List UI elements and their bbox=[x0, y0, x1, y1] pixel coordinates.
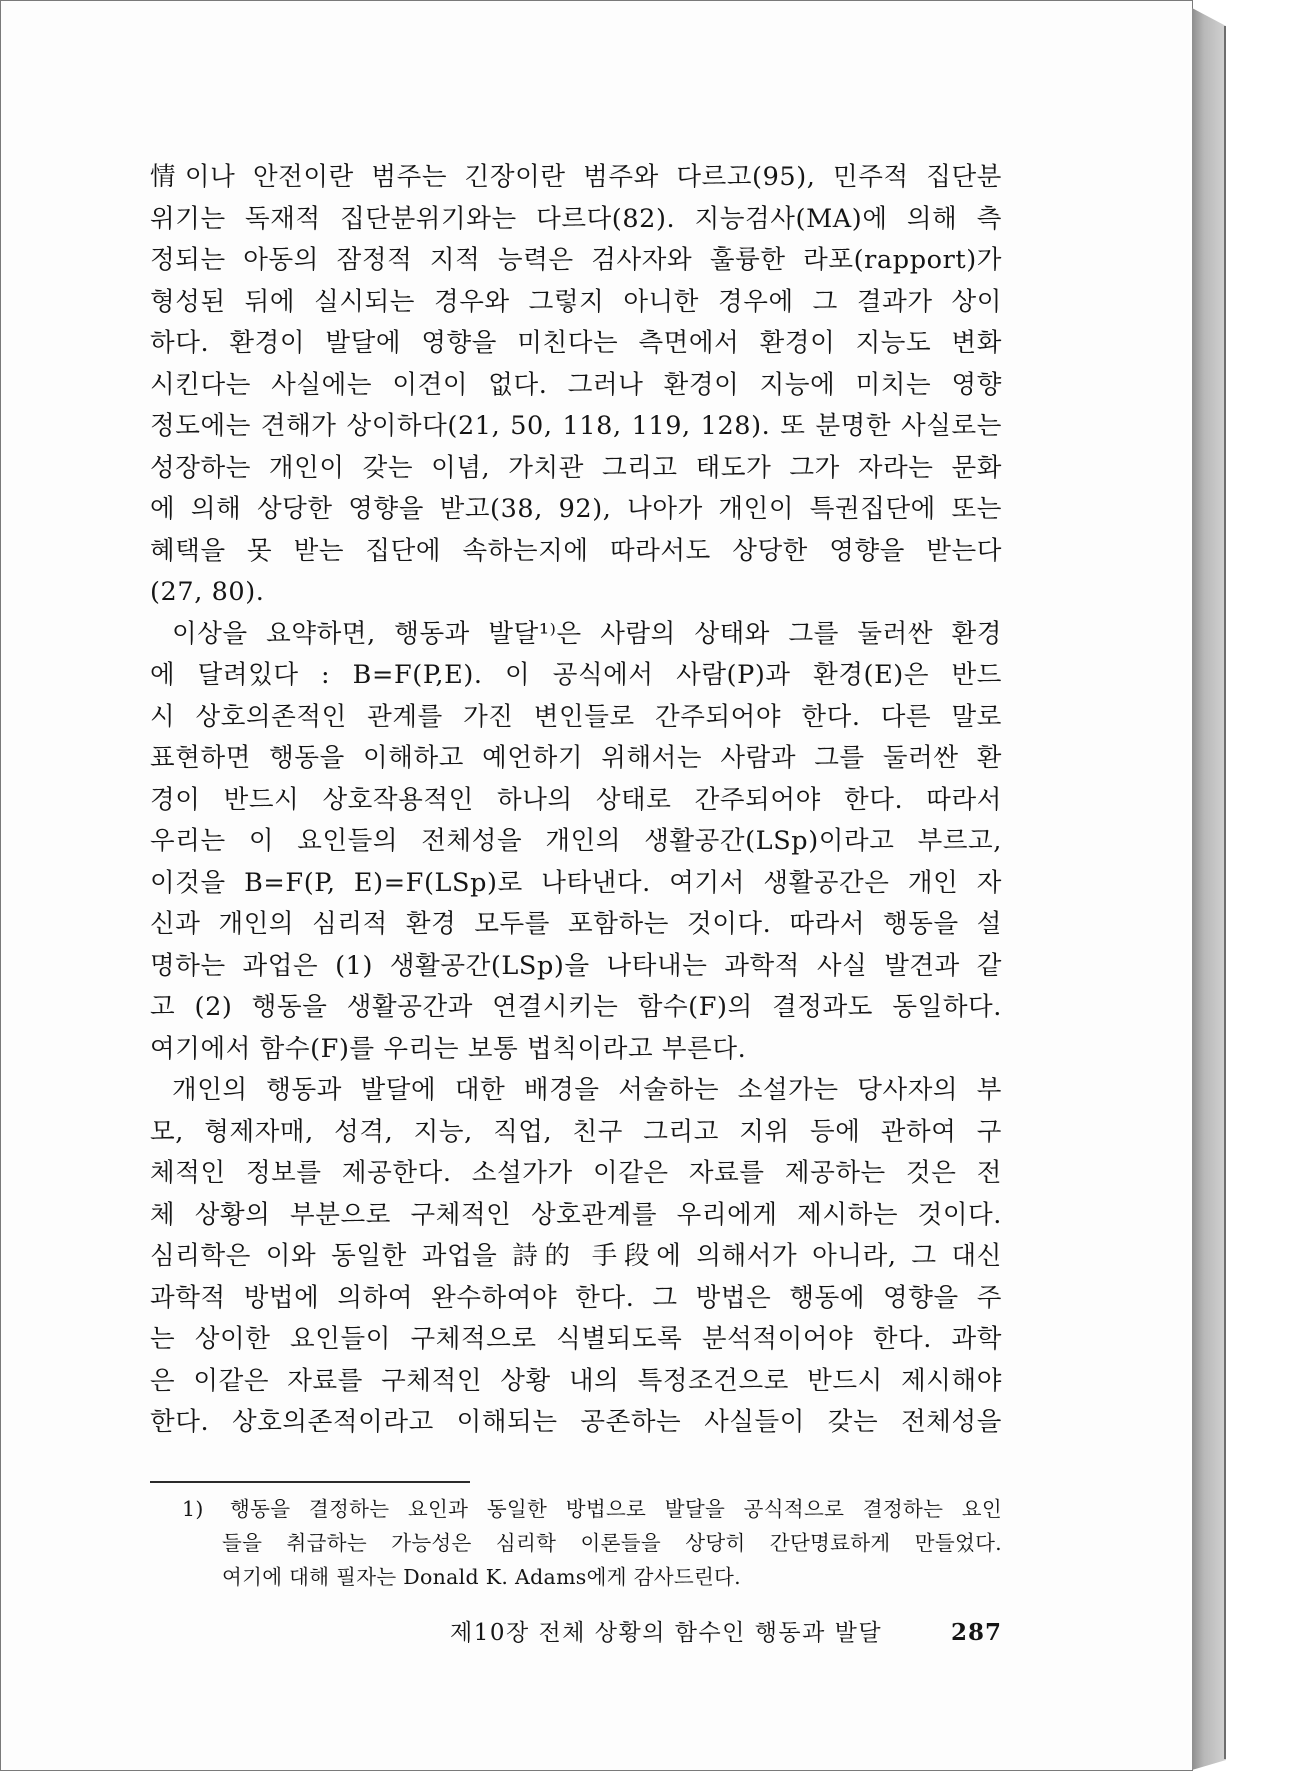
text-line: 는 상이한 요인들이 구체적으로 식별되도록 분석적이어야 한다. 과학 bbox=[150, 1324, 1002, 1354]
text-line: 모, 형제자매, 성격, 지능, 직업, 친구 그리고 지위 등에 관하여 구 bbox=[150, 1116, 1002, 1147]
footnote-divider bbox=[150, 1481, 470, 1483]
text-line: 정되는 아동의 잠정적 지적 능력은 검사자와 훌륭한 라포(rapport)가 bbox=[150, 245, 1002, 275]
text-line: 시 상호의존적인 관계를 가진 변인들로 간주되어야 한다. 다른 말로 bbox=[150, 701, 1002, 732]
running-footer bbox=[450, 1614, 1002, 1647]
text-line: (27, 80). bbox=[150, 577, 265, 607]
page-stack-edge bbox=[1192, 8, 1226, 1770]
text-line: 시킨다는 사실에는 이견이 없다. 그러나 환경이 지능에 미치는 영향 bbox=[150, 369, 1002, 400]
text-line: 이상을 요약하면, 행동과 발달¹⁾은 사람의 상태와 그를 둘러싼 환경 bbox=[172, 618, 1002, 649]
page-stack-edge-line bbox=[1224, 26, 1226, 1759]
text-line: 과학적 방법에 의하여 완수하여야 한다. 그 방법은 행동에 영향을 주 bbox=[150, 1282, 1002, 1313]
footnote-number: 1) bbox=[182, 1497, 204, 1521]
footnote-line: 여기에 대해 필자는 Donald K. Adams에게 감사드린다. bbox=[222, 1565, 741, 1589]
paragraph bbox=[150, 1070, 1002, 1444]
text-line: 형성된 뒤에 실시되는 경우와 그렇지 아니한 경우에 그 결과가 상이 bbox=[150, 286, 1002, 317]
body-text bbox=[150, 157, 1002, 1444]
text-line: 혜택을 못 받는 집단에 속하는지에 따라서도 상당한 영향을 받는다 bbox=[150, 535, 1002, 566]
chapter-title: 제10장 전체 상황의 함수인 행동과 발달 bbox=[450, 1620, 883, 1646]
text-line: 정도에는 견해가 상이하다(21, 50, 118, 119, 128). 또 분명한 사실로는 bbox=[150, 411, 1002, 441]
text-line: 체 상황의 부분으로 구체적인 상호관계를 우리에게 제시하는 것이다. bbox=[150, 1199, 1002, 1230]
text-line: 情이나 안전이란 범주는 긴장이란 범주와 다르고(95), 민주적 집단분 bbox=[150, 162, 1002, 192]
text-line: 경이 반드시 상호작용적인 하나의 상태로 간주되어야 한다. 따라서 bbox=[150, 784, 1002, 815]
text-line: 우리는 이 요인들의 전체성을 개인의 생활공간(LSp)이라고 부르고, bbox=[150, 826, 1002, 856]
text-line: 이것을 B=F(P, E)=F(LSp)로 나타낸다. 여기서 생활공간은 개인 자 bbox=[150, 867, 1002, 898]
text-line: 명하는 과업은 (1) 생활공간(LSp)을 나타내는 과학적 사실 발견과 같 bbox=[150, 950, 1002, 981]
text-line: 은 이같은 자료를 구체적인 상황 내의 특정조건으로 반드시 제시해야 bbox=[150, 1365, 1002, 1396]
page-number: 287 bbox=[950, 1619, 1002, 1646]
text-line: 표현하면 행동을 이해하고 예언하기 위해서는 사람과 그를 둘러싼 환 bbox=[150, 743, 1002, 773]
text-line: 신과 개인의 심리적 환경 모두를 포함하는 것이다. 따라서 행동을 설 bbox=[150, 909, 1002, 939]
text-line: 하다. 환경이 발달에 영향을 미친다는 측면에서 환경이 지능도 변화 bbox=[150, 328, 1002, 358]
text-line: 위기는 독재적 집단분위기와는 다르다(82). 지능검사(MA)에 의해 측 bbox=[150, 203, 1002, 234]
text-line: 성장하는 개인이 갖는 이념, 가치관 그리고 태도가 그가 자라는 문화 bbox=[150, 452, 1002, 483]
footnote-line bbox=[150, 1492, 1002, 1526]
footnote-text: 행동을 결정하는 요인과 동일한 방법으로 발달을 공식적으로 결정하는 요인 bbox=[230, 1497, 1002, 1521]
paragraph bbox=[150, 157, 1002, 614]
text-line: 체적인 정보를 제공한다. 소설가가 이같은 자료를 제공하는 것은 전 bbox=[150, 1158, 1002, 1188]
text-line: 고 (2) 행동을 생활공간과 연결시키는 함수(F)의 결정과도 동일하다. bbox=[150, 992, 1002, 1022]
text-line: 심리학은 이와 동일한 과업을 詩的 手段에 의해서가 아니라, 그 대신 bbox=[150, 1241, 1002, 1271]
text-line: 개인의 행동과 발달에 대한 배경을 서술하는 소설가는 당사자의 부 bbox=[172, 1075, 1002, 1105]
text-line: 에 의해 상당한 영향을 받고(38, 92), 나아가 개인이 특권집단에 또는 bbox=[150, 494, 1002, 524]
text-line: 여기에서 함수(F)를 우리는 보통 법칙이라고 부른다. bbox=[150, 1033, 747, 1064]
text-line: 에 달려있다 : B=F(P,E). 이 공식에서 사람(P)과 환경(E)은 반드 bbox=[150, 660, 1002, 690]
footnote bbox=[150, 1492, 1002, 1594]
paragraph bbox=[150, 614, 1002, 1071]
footnote-line: 들을 취급하는 가능성은 심리학 이론들을 상당히 간단명료하게 만들었다. bbox=[222, 1531, 1002, 1555]
text-line: 한다. 상호의존적이라고 이해되는 공존하는 사실들이 갖는 전체성을 bbox=[150, 1407, 1002, 1437]
